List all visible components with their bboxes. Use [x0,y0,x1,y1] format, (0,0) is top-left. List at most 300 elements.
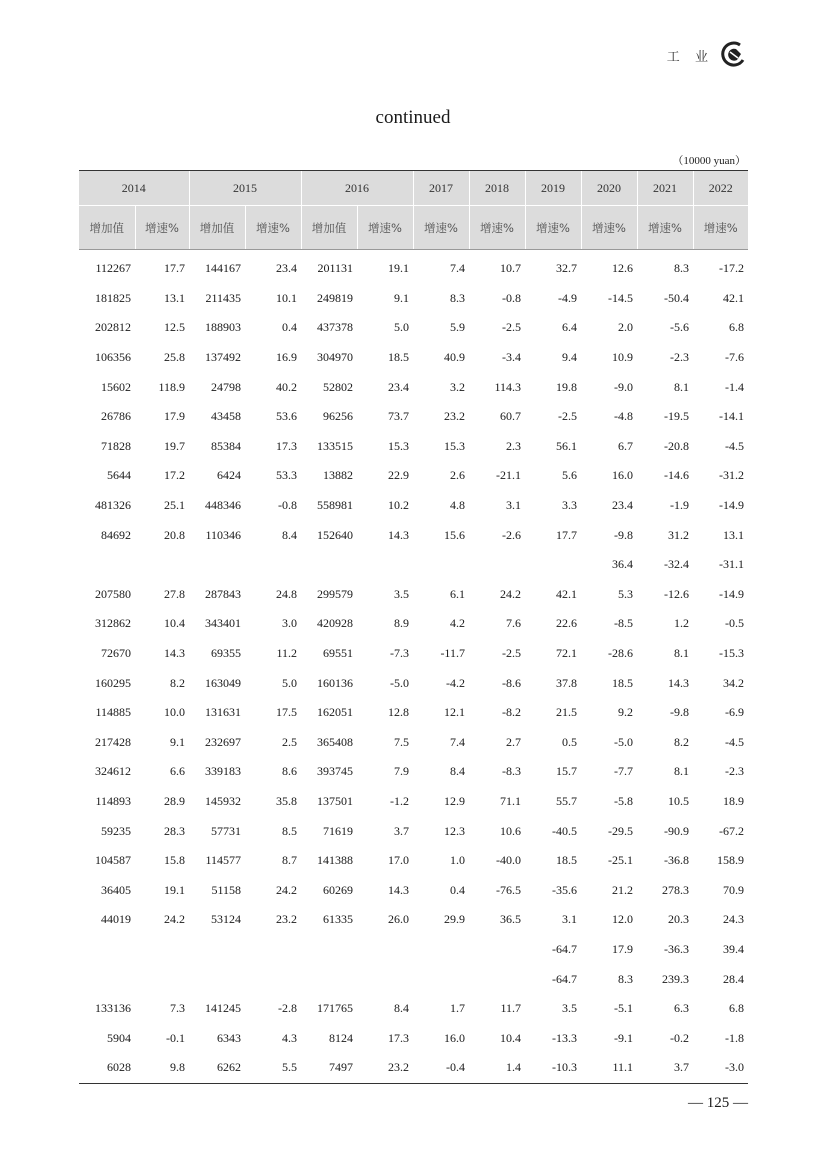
table-cell [301,550,357,580]
table-cell: 1.2 [674,616,689,631]
table-cell: 8.5 [282,823,297,838]
column-subheader: 增加值 [189,206,245,250]
year-header: 2016 [301,171,413,206]
table-cell: 71828 [101,438,131,453]
table-cell: 17.3 [276,438,297,453]
table-row [79,250,748,284]
table-cell: 3.2 [450,379,465,394]
table-cell: 44019 [101,912,131,927]
table-row [79,313,748,343]
table-cell: 12.3 [444,823,465,838]
table-cell: 21.5 [556,705,577,720]
table-cell: -14.9 [719,586,744,601]
table-cell [189,550,245,580]
table-cell: 35.8 [276,793,297,808]
table-cell: 14.3 [668,675,689,690]
table-cell: -50.4 [664,290,689,305]
page-number: — 125 — [688,1095,748,1111]
table-header [79,171,748,250]
table-cell: 211435 [205,290,241,305]
table-cell: -64.7 [552,941,577,956]
table-cell: 24.2 [164,912,185,927]
table-row [79,816,748,846]
table-cell [469,935,525,965]
table-cell [245,964,301,994]
table-cell: 339183 [205,764,241,779]
column-subheader: 增速% [413,206,469,250]
table-cell: 8.4 [394,1001,409,1016]
table-cell: 8.6 [282,764,297,779]
table-cell: 26.0 [388,912,409,927]
table-cell: -9.1 [614,1030,633,1045]
table-cell: 163049 [205,675,241,690]
table-cell: 13882 [323,468,353,483]
table-cell: 6028 [79,1053,135,1083]
table-cell: 28.9 [164,793,185,808]
table-cell: 420928 [317,616,353,631]
table-cell: 72670 [101,646,131,661]
table-cell: 32.7 [556,261,577,276]
table-cell: -9.8 [670,705,689,720]
table-cell: 24.8 [276,586,297,601]
table-cell [79,964,135,994]
table-cell: 13.1 [723,527,744,542]
table-row [79,520,748,550]
table-cell: 1.0 [450,853,465,868]
table-cell [301,935,357,965]
column-subheader: 增加值 [301,206,357,250]
table-row [79,964,748,994]
table-cell: 437378 [317,320,353,335]
table-cell: 6343 [217,1030,241,1045]
table-cell: -4.9 [558,290,577,305]
table-cell: 144167 [205,261,241,276]
table-cell: 69551 [323,646,353,661]
table-cell: 393745 [317,764,353,779]
table-cell: 141388 [317,853,353,868]
table-cell: 5.0 [282,675,297,690]
table-cell: 42.1 [556,586,577,601]
table-cell: 158.9 [717,853,744,868]
table-cell: 5.0 [394,320,409,335]
table-cell: 8.3 [618,971,633,986]
table-cell: 25.1 [164,498,185,513]
table-cell: 42.1 [723,290,744,305]
table-cell: 23.2 [276,912,297,927]
table-cell: -0.1 [166,1030,185,1045]
table-cell: -2.3 [670,350,689,365]
table-cell: 2.0 [618,320,633,335]
table-cell [357,964,413,994]
table-cell: 8.4 [282,527,297,542]
table-cell: 24798 [211,379,241,394]
table-cell [357,550,413,580]
table-body [79,250,748,1084]
table-cell: 15.3 [388,438,409,453]
table-cell: -14.9 [719,498,744,513]
table-cell: 22.9 [388,468,409,483]
table-cell: 5.6 [562,468,577,483]
table-row [79,935,748,965]
table-cell: 114.3 [494,379,521,394]
table-cell: -3.4 [502,350,521,365]
table-cell: 14.3 [388,882,409,897]
table-cell: 5644 [107,468,131,483]
table-cell: 60.7 [500,409,521,424]
table-cell: 106356 [95,350,131,365]
table-cell: 23.4 [276,261,297,276]
table-cell: -8.3 [502,764,521,779]
table-cell: 6.7 [618,438,633,453]
table-row [79,787,748,817]
year-header: 2015 [189,171,301,206]
table-cell: 23.2 [444,409,465,424]
table-cell: 17.7 [164,261,185,276]
table-cell: -14.1 [719,409,744,424]
table-cell: -29.5 [608,823,633,838]
table-cell: 104587 [95,853,131,868]
table-cell: 8.4 [450,764,465,779]
table-cell: 287843 [205,586,241,601]
table-cell: -7.7 [614,764,633,779]
table-row [79,550,748,580]
table-cell: 110346 [205,527,241,542]
table-cell: -19.5 [664,409,689,424]
table-cell: 3.1 [506,498,521,513]
table-cell: 0.4 [450,882,465,897]
table-cell: 25.8 [164,350,185,365]
table-cell: 10.1 [276,290,297,305]
table-cell: 61335 [323,912,353,927]
table-cell: -14.5 [608,290,633,305]
table-cell: -32.4 [664,557,689,572]
table-cell: 8124 [329,1030,353,1045]
table-cell: 8.1 [674,379,689,394]
table-cell: -1.4 [725,379,744,394]
table-cell: 0.4 [282,320,297,335]
unit-label: （10000 yuan） [672,155,746,167]
table-cell: 8.7 [282,853,297,868]
table-cell: -17.2 [719,261,744,276]
column-subheader: 增速% [693,206,748,250]
table-cell: 12.0 [612,912,633,927]
table-cell: 171765 [317,1001,353,1016]
table-cell [135,935,189,965]
table-cell: 12.8 [388,705,409,720]
table-cell: 6.4 [562,320,577,335]
table-cell: 365408 [317,734,353,749]
table-cell [413,935,469,965]
table-cell: 57731 [211,823,241,838]
table-row [79,1023,748,1053]
table-cell: 20.3 [668,912,689,927]
table-cell: -14.6 [664,468,689,483]
table-cell: 15.8 [164,853,185,868]
table-cell: 0.5 [562,734,577,749]
table-cell: 558981 [317,498,353,513]
table-row [79,372,748,402]
table-cell: 24.3 [723,912,744,927]
running-header [667,40,748,70]
table-cell: 133136 [95,1001,131,1016]
table-cell: 3.0 [282,616,297,631]
table-cell: -1.8 [725,1030,744,1045]
table-cell: 96256 [323,409,353,424]
table-cell: 2.7 [506,734,521,749]
table-cell: 6.3 [674,1001,689,1016]
table-cell: 14.3 [388,527,409,542]
table-cell: 19.1 [388,261,409,276]
table-cell: 343401 [205,616,241,631]
table-row [79,757,748,787]
table-cell: 188903 [205,320,241,335]
table-cell: 8.9 [394,616,409,631]
table-cell: 8.2 [170,675,185,690]
table-cell: 3.5 [562,1001,577,1016]
table-cell: -2.5 [502,320,521,335]
table-cell: -36.8 [664,853,689,868]
table-cell: -11.7 [440,646,465,661]
table-cell: -8.5 [614,616,633,631]
table-cell [301,964,357,994]
table-cell: -0.2 [670,1030,689,1045]
table-cell: 16.0 [612,468,633,483]
table-cell: 10.4 [500,1030,521,1045]
table-cell: 40.2 [276,379,297,394]
table-cell: -5.0 [614,734,633,749]
table-cell: 7.3 [170,1001,185,1016]
table-cell: -2.5 [502,646,521,661]
table-cell: -67.2 [719,823,744,838]
table-cell: 8.1 [674,646,689,661]
table-cell: -10.3 [525,1053,581,1083]
table-cell: -5.6 [670,320,689,335]
table-cell: 19.8 [556,379,577,394]
table-cell: 71.1 [500,793,521,808]
table-row [79,461,748,491]
year-header: 2022 [693,171,748,206]
subheader-row [79,206,748,250]
table-cell: 5.3 [618,586,633,601]
table-cell: 3.7 [637,1053,693,1083]
table-cell: 145932 [205,793,241,808]
table-cell: 137492 [205,350,241,365]
table-cell: 137501 [317,793,353,808]
table-cell: 16.0 [444,1030,465,1045]
table-cell: 18.5 [388,350,409,365]
table-cell: -2.6 [502,527,521,542]
table-cell: 1.4 [469,1053,525,1083]
table-row [79,580,748,610]
table-cell: 2.5 [282,734,297,749]
table-cell [79,550,135,580]
table-cell: 6.6 [170,764,185,779]
table-cell: 11.1 [581,1053,637,1083]
table-cell: 17.2 [164,468,185,483]
table-cell: 324612 [95,764,131,779]
table-cell: 26786 [101,409,131,424]
table-cell: 7.9 [394,764,409,779]
table-cell: 181825 [95,290,131,305]
table-cell: 23.2 [357,1053,413,1083]
table-cell: 34.2 [723,675,744,690]
table-cell: 9.2 [618,705,633,720]
table-row [79,668,748,698]
table-cell: -0.8 [502,290,521,305]
table-cell: 7.5 [394,734,409,749]
table-cell: 17.0 [388,853,409,868]
year-header-row [79,171,748,206]
table-cell: -2.3 [725,764,744,779]
table-cell: 7.4 [450,734,465,749]
table-cell [189,964,245,994]
table-cell: 73.7 [388,409,409,424]
table-row [79,905,748,935]
table-cell: 131631 [205,705,241,720]
table-cell: 11.2 [276,646,297,661]
table-cell: -5.1 [614,1001,633,1016]
table-cell: 70.9 [723,882,744,897]
table-cell: 19.1 [164,882,185,897]
column-subheader: 增速% [357,206,413,250]
table-cell: -40.0 [496,853,521,868]
table-cell: 4.8 [450,498,465,513]
table-cell: 10.2 [388,498,409,513]
table-cell: -36.3 [664,941,689,956]
table-cell: -4.8 [614,409,633,424]
table-cell: -4.5 [725,438,744,453]
table-cell: 3.5 [394,586,409,601]
data-table-container [79,170,748,1084]
table-cell: 3.7 [394,823,409,838]
table-cell: 85384 [211,438,241,453]
table-cell: 10.6 [500,823,521,838]
table-row [79,728,748,758]
table-cell: -0.8 [278,498,297,513]
table-cell [79,935,135,965]
table-cell: 52802 [323,379,353,394]
table-cell: 53.3 [276,468,297,483]
table-cell: -35.6 [552,882,577,897]
table-cell: 17.3 [388,1030,409,1045]
table-cell: -8.2 [502,705,521,720]
table-cell: 141245 [205,1001,241,1016]
table-cell: 114885 [95,705,131,720]
table-cell: 7497 [301,1053,357,1083]
table-cell: 9.1 [394,290,409,305]
table-cell: 11.7 [500,1001,521,1016]
table-cell: 162051 [317,705,353,720]
table-cell: 239.3 [662,971,689,986]
table-cell: 448346 [205,498,241,513]
table-cell: -4.2 [446,675,465,690]
table-row [79,609,748,639]
column-subheader: 增加值 [79,206,135,250]
column-subheader: 增速% [581,206,637,250]
table-cell: 51158 [211,882,241,897]
table-cell: 8.2 [674,734,689,749]
table-cell: -9.0 [614,379,633,394]
table-cell: 69355 [211,646,241,661]
table-cell: 12.1 [444,705,465,720]
table-cell: 5904 [107,1030,131,1045]
table-cell [135,550,189,580]
table-cell: -7.3 [390,646,409,661]
table-cell: 2.6 [450,468,465,483]
table-cell: -3.0 [693,1053,748,1083]
table-cell: -31.1 [719,557,744,572]
table-cell: 53124 [211,912,241,927]
table-cell: 23.4 [612,498,633,513]
table-cell [525,550,581,580]
table-cell: 3.1 [562,912,577,927]
table-cell: 28.3 [164,823,185,838]
table-cell: 10.4 [164,616,185,631]
table-row [79,432,748,462]
table-row [79,343,748,373]
table-cell: 8.3 [674,261,689,276]
table-cell: -2.8 [278,1001,297,1016]
table-cell: 18.5 [612,675,633,690]
table-cell: 15.7 [556,764,577,779]
table-cell: 1.7 [450,1001,465,1016]
chapter-logo-icon [718,40,748,70]
table-cell: 27.8 [164,586,185,601]
data-table [79,170,748,1084]
table-cell: 36.4 [612,557,633,572]
table-cell: 118.9 [158,379,185,394]
year-header: 2020 [581,171,637,206]
table-cell: 217428 [95,734,131,749]
table-cell: 24.2 [276,882,297,897]
table-row [79,846,748,876]
page-title: continued [375,107,451,128]
table-cell: 481326 [95,498,131,513]
table-cell: -13.3 [552,1030,577,1045]
table-cell: -31.2 [719,468,744,483]
table-cell: -6.9 [725,705,744,720]
table-cell: 36.5 [500,912,521,927]
table-cell: 6.8 [729,320,744,335]
year-header: 2017 [413,171,469,206]
table-cell: 36405 [101,882,131,897]
table-cell: 6424 [217,468,241,483]
table-cell: 15602 [101,379,131,394]
table-cell: 17.7 [556,527,577,542]
table-cell: 160136 [317,675,353,690]
table-cell: -25.1 [608,853,633,868]
table-cell: -5.0 [390,675,409,690]
column-subheader: 增速% [135,206,189,250]
table-row [79,994,748,1024]
table-cell: 5.9 [450,320,465,335]
table-cell: 37.8 [556,675,577,690]
table-cell: -12.6 [664,586,689,601]
table-cell: 10.0 [164,705,185,720]
table-cell: 232697 [205,734,241,749]
table-cell: 9.1 [170,734,185,749]
table-cell: 31.2 [668,527,689,542]
table-cell: -20.8 [664,438,689,453]
table-cell: -21.1 [496,468,521,483]
table-cell: 152640 [317,527,353,542]
table-cell: 278.3 [662,882,689,897]
table-cell: 20.8 [164,527,185,542]
year-header: 2018 [469,171,525,206]
table-cell: 71619 [323,823,353,838]
table-cell: 23.4 [388,379,409,394]
column-subheader: 增速% [637,206,693,250]
